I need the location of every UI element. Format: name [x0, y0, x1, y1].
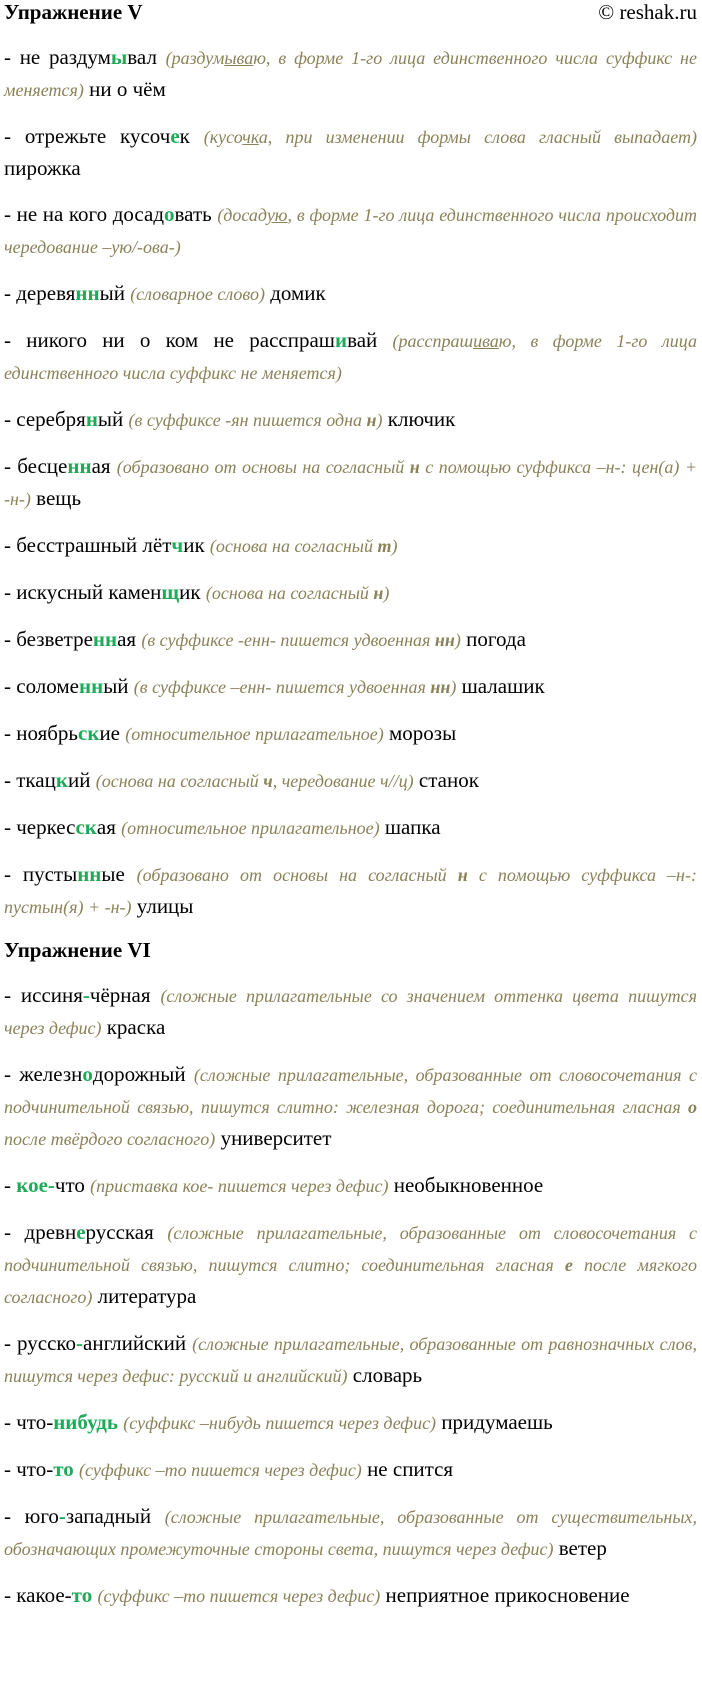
note-text: (в суффиксе -енн- пишется удвоенная	[141, 630, 435, 650]
note-text: (сложные прилагательные, образованные от словосочетания с подчинительной связью, пишутся слитно; соединительная гласная	[4, 1223, 698, 1275]
item-text: к	[179, 124, 204, 148]
explanation-note	[204, 127, 697, 147]
item-text: - никого ни о ком не расспраш	[4, 328, 335, 352]
highlighted-letters: кое-	[16, 1173, 55, 1197]
list-item	[4, 980, 697, 1044]
note-text: )	[454, 630, 461, 650]
note-text: (суффикс –нибудь пишется через дефис)	[123, 1413, 437, 1433]
item-text: - безветре	[4, 627, 93, 651]
note-text: )	[383, 583, 390, 603]
section-1-items	[4, 42, 697, 923]
item-text: - искусный камен	[4, 580, 162, 604]
bold-letter: н	[366, 410, 377, 430]
note-text: , чередование ч//ц)	[272, 771, 414, 791]
item-text: - древн	[4, 1220, 77, 1244]
item-text: неприятное прикосновение	[380, 1583, 630, 1607]
note-text: ю, в форме 1-го лица единственного числа суффикс не меняется)	[4, 48, 697, 100]
note-text: (приставка кое- пишется через дефис)	[90, 1176, 389, 1196]
list-item	[4, 718, 697, 750]
item-text: краска	[101, 1015, 166, 1039]
item-text: ая	[96, 815, 122, 839]
note-text: )	[391, 536, 398, 556]
item-text: - серебря	[4, 407, 86, 431]
highlighted-letters: нн	[75, 281, 100, 305]
explanation-note	[206, 583, 390, 603]
site-watermark: © reshak.ru	[598, 0, 697, 24]
item-text: ий	[67, 768, 96, 792]
note-text: (суффикс –то пишется через дефис)	[79, 1460, 362, 1480]
item-text: английский	[83, 1331, 193, 1355]
note-text: (основа на согласный	[95, 771, 264, 791]
list-item	[4, 577, 697, 609]
bold-letter: н	[373, 583, 384, 603]
item-text: ключик	[382, 407, 456, 431]
explanation-note	[121, 818, 380, 838]
bold-letter: нн	[434, 630, 455, 650]
item-text: - не на кого досад	[4, 202, 165, 226]
list-item	[4, 1407, 697, 1439]
highlighted-letters: к	[55, 768, 68, 792]
item-text: ик	[179, 580, 206, 604]
note-text: с помощью суффикса –н-: цен(а) + -н-)	[4, 457, 698, 509]
list-item	[4, 1170, 697, 1202]
item-text: ик	[183, 533, 210, 557]
bold-letter: н	[457, 865, 468, 885]
list-item	[4, 1217, 697, 1313]
item-text: ветер	[553, 1536, 607, 1560]
explanation-note	[141, 630, 461, 650]
item-text: - пусты	[4, 862, 78, 886]
highlighted-letters: е	[76, 1220, 86, 1244]
highlighted-letters: н	[85, 407, 98, 431]
bold-letter: е	[564, 1255, 573, 1275]
explanation-note	[90, 1176, 388, 1196]
highlighted-letters: о	[164, 202, 175, 226]
item-text: - бесстрашный лёт	[4, 533, 172, 557]
item-text: что	[54, 1173, 91, 1197]
list-item	[4, 42, 697, 106]
list-item	[4, 1580, 697, 1612]
note-text: (кусо	[203, 127, 243, 147]
highlighted-letters: ск	[75, 815, 97, 839]
item-text: - железн	[4, 1062, 83, 1086]
item-text: не спится	[361, 1457, 454, 1481]
underlined-morpheme: чк	[242, 127, 259, 147]
note-text: (сложные прилагательные со значением оттенка цвета пишутся через дефис)	[4, 986, 697, 1038]
list-item	[4, 624, 697, 656]
item-text: русская	[85, 1220, 168, 1244]
bold-letter: о	[688, 1097, 697, 1117]
item-text: - деревя	[4, 281, 76, 305]
bold-letter: нн	[430, 677, 451, 697]
note-text: (словарное слово)	[130, 284, 265, 304]
item-text: ые	[101, 862, 137, 886]
note-text: (сложные прилагательные, образованные от равнозначных слов, пишутся через дефис: русский и английский)	[4, 1334, 697, 1386]
item-text: придумаешь	[436, 1410, 553, 1434]
item-text: ая	[91, 454, 117, 478]
item-text: - отрежьте кусоч	[4, 124, 171, 148]
note-text: (основа на согласный	[209, 536, 378, 556]
item-text: пирожка	[4, 156, 81, 180]
note-text: )	[376, 410, 383, 430]
item-text: - какое-	[4, 1583, 72, 1607]
list-item	[4, 1454, 697, 1486]
item-text: - ткац	[4, 768, 56, 792]
item-text: словарь	[347, 1363, 423, 1387]
explanation-note	[210, 536, 398, 556]
item-text: погода	[460, 627, 526, 651]
item-text: ый	[99, 281, 131, 305]
item-text: ая	[117, 627, 142, 651]
note-text: (образовано от основы на согласный	[116, 457, 410, 477]
item-text: шапка	[379, 815, 441, 839]
list-item	[4, 530, 697, 562]
note-text: )	[450, 677, 457, 697]
item-text: - соломе	[4, 674, 79, 698]
list-item	[4, 325, 697, 389]
note-text: , в форме 1-го лица единственного числа происходит чередование –ую/-ова-)	[4, 205, 698, 257]
underlined-morpheme: ую	[266, 205, 288, 225]
item-text: домик	[264, 281, 326, 305]
list-item	[4, 812, 697, 844]
highlighted-letters: щ	[161, 580, 180, 604]
item-text: станок	[413, 768, 479, 792]
highlighted-letters: о	[82, 1062, 93, 1086]
list-item	[4, 451, 697, 515]
item-text: - иссиня	[4, 983, 83, 1007]
explanation-note	[129, 410, 383, 430]
highlighted-letters: нн	[77, 862, 102, 886]
item-text: чёрная	[89, 983, 161, 1007]
item-text: вай	[347, 328, 393, 352]
section-2-items	[4, 980, 697, 1612]
list-item	[4, 199, 697, 263]
explanation-note	[125, 724, 384, 744]
item-text: западный	[65, 1504, 165, 1528]
explanation-note	[130, 284, 265, 304]
explanation-note	[134, 677, 457, 697]
bold-letter: т	[377, 536, 392, 556]
note-text: (сложные прилагательные, образованные от словосочетания с подчинительной связью, пишутся слитно: железная дорога; соединительная гласная	[4, 1065, 698, 1117]
highlighted-letters: нн	[92, 627, 118, 651]
list-item	[4, 765, 697, 797]
note-text: (досад	[217, 205, 267, 225]
item-text: - что-	[4, 1457, 54, 1481]
list-item	[4, 1059, 697, 1155]
list-item	[4, 121, 697, 184]
note-text: с помощью суффикса –н-: пустын(я) + -н-)	[4, 865, 697, 917]
section-title-2: Упражнение VI	[4, 938, 151, 962]
highlighted-letters: ск	[78, 721, 100, 745]
note-text: а, при изменении формы слова гласный выпадает)	[258, 127, 698, 147]
item-text: - не раздум	[4, 45, 111, 69]
note-text: (образовано от основы на согласный	[136, 865, 458, 885]
explanation-note	[79, 1460, 362, 1480]
highlighted-letters: нн	[67, 454, 92, 478]
list-item	[4, 404, 697, 436]
item-text: ый	[103, 674, 134, 698]
note-text: (суффикс –то пишется через дефис)	[97, 1586, 381, 1606]
header-row	[4, 0, 697, 25]
item-text: вещь	[30, 486, 82, 510]
highlighted-letters: е	[170, 124, 180, 148]
item-text: ни о чём	[83, 77, 166, 101]
highlighted-letters: ы	[110, 45, 128, 69]
item-text: вать	[174, 202, 218, 226]
note-text: (в суффиксе -ян пишется одна	[128, 410, 367, 430]
list-item	[4, 1328, 697, 1392]
explanation-note	[96, 771, 414, 791]
highlighted-letters: ч	[171, 533, 184, 557]
item-text: - юго	[4, 1504, 59, 1528]
note-text: (сложные прилагательные, образованные от существительных, обозначающих промежуточные стороны света, пишутся через дефис)	[4, 1507, 697, 1559]
item-text: - бесце	[4, 454, 68, 478]
section-title-1: Упражнение V	[4, 0, 143, 24]
item-text: - ноябрь	[4, 721, 79, 745]
highlighted-letters: нибудь	[53, 1410, 119, 1434]
list-item	[4, 671, 697, 703]
list-item	[4, 278, 697, 310]
item-text: ый	[97, 407, 129, 431]
note-text: ю, в форме 1-го лица единственного числа суффикс не меняется)	[4, 331, 697, 383]
highlighted-letters: то	[53, 1457, 74, 1481]
item-text: морозы	[383, 721, 457, 745]
item-text: ие	[99, 721, 126, 745]
note-text: (относительное прилагательное)	[121, 818, 380, 838]
explanation-note	[97, 1586, 380, 1606]
note-text: (раздум	[165, 48, 225, 68]
item-text: - русско	[4, 1331, 77, 1355]
item-text: дорожный	[92, 1062, 194, 1086]
item-text: литература	[92, 1284, 197, 1308]
highlighted-letters: нн	[78, 674, 104, 698]
note-text: после мягкого согласного)	[4, 1255, 697, 1307]
underlined-morpheme: ыва	[224, 48, 254, 68]
list-item	[4, 1501, 697, 1565]
item-text: - черкес	[4, 815, 76, 839]
underlined-morpheme: ива	[473, 331, 499, 351]
item-text: улицы	[131, 894, 194, 918]
explanation-note	[123, 1413, 436, 1433]
highlighted-letters: -	[58, 1504, 66, 1528]
item-text: -	[4, 1173, 17, 1197]
item-text: - что-	[4, 1410, 54, 1434]
item-text: шалашик	[456, 674, 545, 698]
bold-letter: ч	[263, 771, 273, 791]
bold-letter: н	[409, 457, 420, 477]
list-item	[4, 859, 697, 923]
item-text: вал	[127, 45, 166, 69]
note-text: после твёрдого согласного)	[4, 1129, 216, 1149]
highlighted-letters: то	[71, 1583, 93, 1607]
item-text: необыкновенное	[388, 1173, 544, 1197]
note-text: (в суффиксе –енн- пишется удвоенная	[133, 677, 431, 697]
highlighted-letters: -	[82, 983, 90, 1007]
note-text: (расспраш	[392, 331, 474, 351]
note-text: (основа на согласный	[205, 583, 374, 603]
item-text: университет	[215, 1126, 332, 1150]
highlighted-letters: и	[334, 328, 348, 352]
highlighted-letters: -	[76, 1331, 84, 1355]
note-text: (относительное прилагательное)	[125, 724, 384, 744]
